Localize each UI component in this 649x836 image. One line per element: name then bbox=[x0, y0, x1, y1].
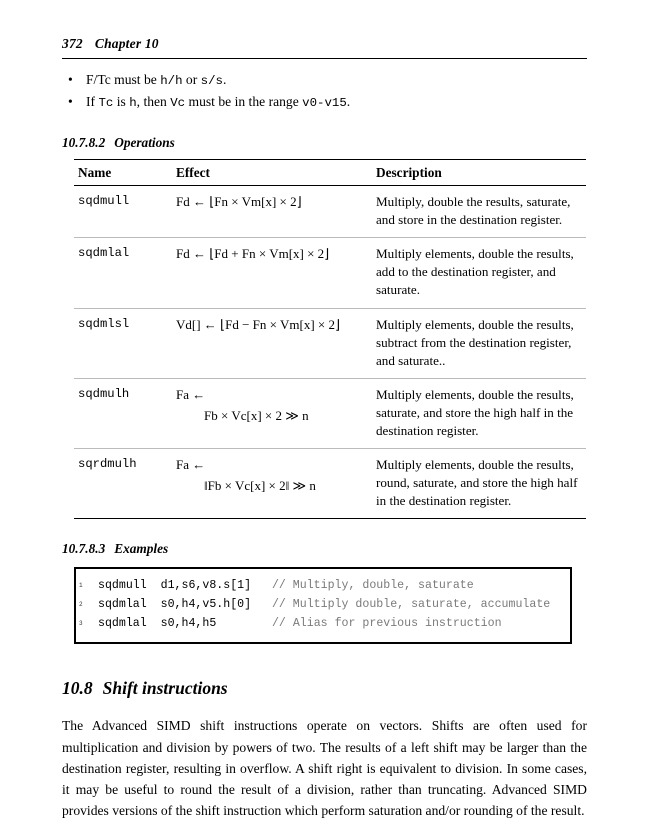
bullet-text-2: If Tc is h, then Vc must be in the range v0-v15. bbox=[86, 94, 351, 111]
table-row bbox=[74, 238, 586, 308]
op-name: sqdmull bbox=[74, 186, 172, 238]
operations-heading-number: 10.7.8.2 bbox=[62, 135, 106, 151]
code-line-number: 2 bbox=[79, 600, 83, 608]
shift-section-title: Shift instructions bbox=[102, 678, 228, 699]
op-effect bbox=[172, 238, 372, 308]
shift-section-heading bbox=[62, 678, 587, 699]
op-name: sqdmlal bbox=[74, 238, 172, 308]
code-line-number: 1 bbox=[79, 582, 83, 590]
op-effect-line1: Fa ← bbox=[176, 386, 206, 402]
table-row bbox=[74, 448, 586, 518]
list-item bbox=[62, 69, 587, 91]
code-instruction: sqdmlal s0,h4,v5.h[0] bbox=[98, 597, 252, 611]
code-instruction: sqdmlal s0,h4,h5 bbox=[98, 616, 217, 630]
code-line bbox=[98, 596, 560, 615]
list-item bbox=[62, 91, 587, 113]
op-name: sqdmlsl bbox=[74, 308, 172, 378]
code-comment: // Multiply, double, saturate bbox=[271, 579, 474, 593]
document-page bbox=[0, 36, 649, 836]
code-comment: // Alias for previous instruction bbox=[271, 616, 502, 630]
op-effect-line1: Fd ← ⌊Fn × Vm[x] × 2⌋ bbox=[176, 194, 302, 210]
operations-heading-title: Operations bbox=[114, 135, 175, 151]
shift-section-number: 10.8 bbox=[62, 678, 93, 699]
code-line-number: 3 bbox=[79, 619, 83, 627]
shift-section-paragraph: The Advanced SIMD shift instructions operate on vectors. Shifts are often used for multiplication and division by powers of two. The results of a left shift may be larger than the destination register, resulting in overflow. A shift right is equivalent to division. In some cases, it may be useful to round the result of a division, rather than truncating. Advanced SIMD provides versions of the shift instruction which perform saturation and/or rounding of the result. bbox=[62, 718, 587, 819]
bullet-list bbox=[62, 69, 587, 113]
op-name: sqdmulh bbox=[74, 378, 172, 448]
operations-heading bbox=[62, 135, 587, 151]
op-description: Multiply, double the results, saturate, and store in the destination register. bbox=[372, 186, 586, 238]
code-line bbox=[98, 577, 560, 596]
op-description: Multiply elements, double the results, round, saturate, and store the high half in the destination register. bbox=[372, 448, 586, 518]
code-line-numbers bbox=[79, 577, 83, 634]
op-effect bbox=[172, 186, 372, 238]
op-effect bbox=[172, 378, 372, 448]
header-rule bbox=[62, 58, 587, 59]
op-description: Multiply elements, double the results, saturate, and store the high half in the destination register. bbox=[372, 378, 586, 448]
code-line bbox=[98, 615, 560, 634]
examples-heading bbox=[62, 541, 587, 557]
op-effect-line2: ‖Fb × Vc[x] × 2‖ ≫ n bbox=[204, 477, 316, 493]
bullet-text-1: F/Tc must be h/h or s/s. bbox=[86, 72, 227, 88]
op-description: Multiply elements, double the results, subtract from the destination register, and saturate.. bbox=[372, 308, 586, 378]
op-description: Multiply elements, double the results, add to the destination register, and saturate. bbox=[372, 238, 586, 308]
column-header-description: Description bbox=[372, 160, 586, 186]
chapter-label: Chapter 10 bbox=[94, 36, 159, 51]
table-row bbox=[74, 378, 586, 448]
column-header-name: Name bbox=[74, 160, 172, 186]
code-comment: // Multiply double, saturate, accumulate bbox=[271, 597, 551, 611]
bullet-marker: • bbox=[68, 94, 73, 110]
op-effect bbox=[172, 308, 372, 378]
op-name: sqrdmulh bbox=[74, 448, 172, 518]
code-instruction: sqdmull d1,s6,v8.s[1] bbox=[98, 579, 252, 593]
examples-heading-number: 10.7.8.3 bbox=[62, 541, 106, 557]
op-effect-line1: Vd[] ← ⌊Fd − Fn × Vm[x] × 2⌋ bbox=[176, 316, 341, 332]
op-effect-line1: Fa ← bbox=[176, 456, 206, 472]
operations-table bbox=[74, 159, 586, 519]
table-row bbox=[74, 186, 586, 238]
table-row bbox=[74, 308, 586, 378]
running-head bbox=[62, 36, 587, 52]
bullet-marker: • bbox=[68, 72, 73, 87]
op-effect bbox=[172, 448, 372, 518]
op-effect-line1: Fd ← ⌊Fd + Fn × Vm[x] × 2⌋ bbox=[176, 246, 330, 262]
examples-heading-title: Examples bbox=[114, 541, 169, 557]
column-header-effect: Effect bbox=[172, 160, 372, 186]
page-number: 372 bbox=[62, 36, 83, 51]
op-effect-line2: Fb × Vc[x] × 2 ≫ n bbox=[204, 407, 309, 423]
code-listing bbox=[74, 567, 572, 644]
